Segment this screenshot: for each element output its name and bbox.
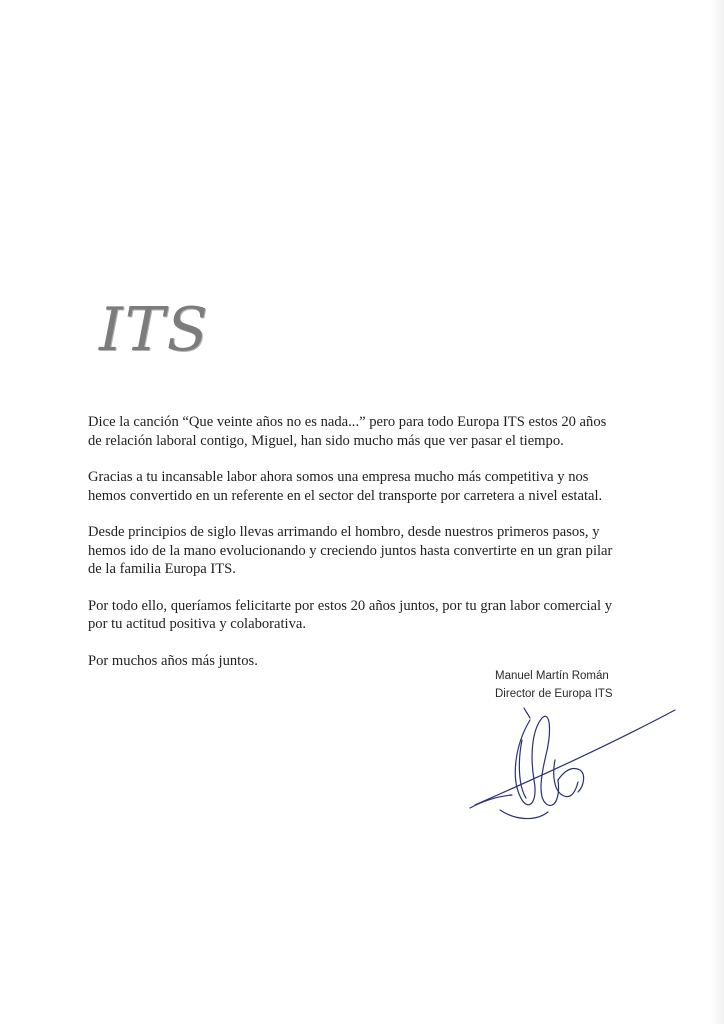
- paragraph-1: Dice la canción “Que veinte años no es nada...” pero para todo Europa ITS estos 20 años de relación laboral contigo, Miguel, han sido mucho más que ver pasar el tiempo.: [88, 414, 607, 449]
- signer-title: Director de Europa ITS: [495, 688, 613, 700]
- handwritten-signature: [460, 700, 690, 830]
- paragraph-5: Por muchos años más juntos.: [88, 652, 258, 669]
- signer-name: Manuel Martín Román: [495, 670, 609, 682]
- paragraph-4: Por todo ello, queríamos felicitarte por estos 20 años juntos, por tu gran labor comercial y por tu actitud positiva y colaborativa.: [88, 597, 613, 632]
- company-logo: ITS: [99, 295, 210, 365]
- letter-body: [88, 413, 620, 688]
- signer-block: [495, 667, 613, 703]
- paragraph-2: Gracias a tu incansable labor ahora somos una empresa mucho más competitiva y nos hemos convertido en un referente en el sector del transporte por carretera a nivel estatal.: [88, 469, 603, 504]
- page-edge-shadow: [710, 0, 724, 1024]
- paragraph-3: Desde principios de siglo llevas arrimando el hombro, desde nuestros primeros pasos, y hemos ido de la mano evolucionando y creciendo juntos hasta convertirte en un gran pilar de la familia Europa ITS.: [88, 524, 613, 577]
